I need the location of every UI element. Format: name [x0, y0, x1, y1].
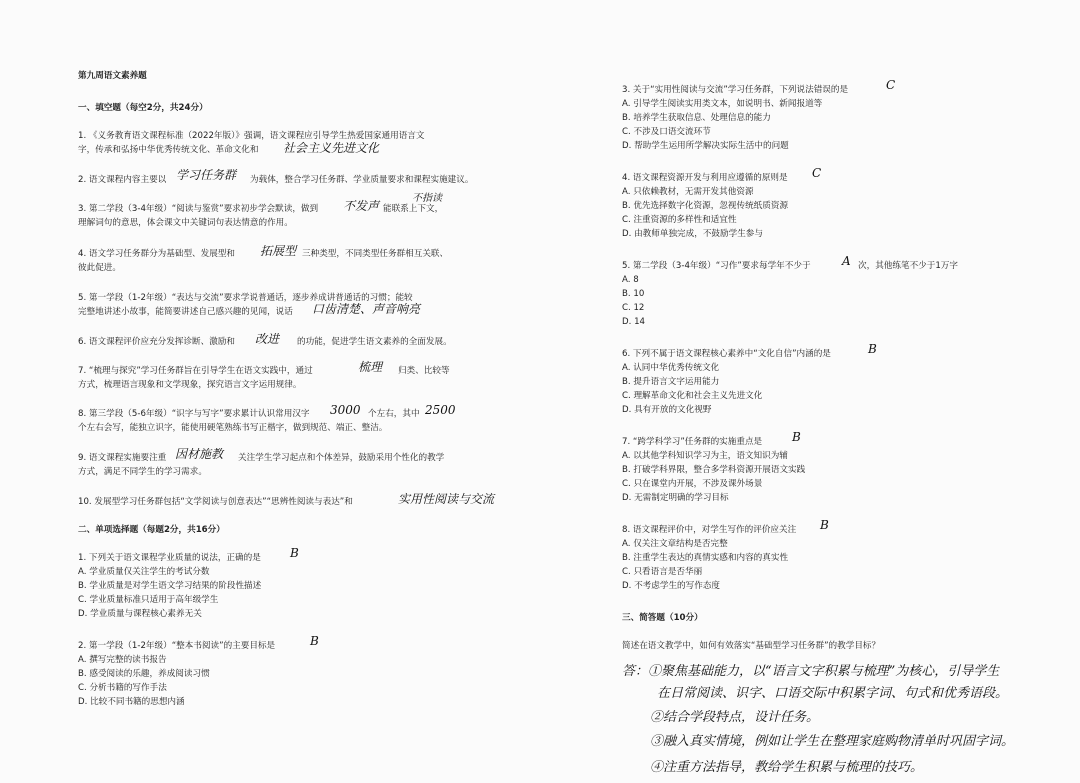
mc6-option-d: D. 具有开放的文化视野: [622, 405, 712, 415]
mc1-answer: B: [290, 546, 299, 560]
mc6-answer: B: [868, 342, 877, 356]
q4-answer: 拓展型: [260, 244, 297, 258]
q8-prefix: 8. 第三学段（5-6年级）“识字与写字”要求累计认识常用汉字: [78, 409, 310, 419]
q10-prefix: 10. 发展型学习任务群包括“文学阅读与创意表达”“思辨性阅读与表达”和: [78, 497, 353, 507]
q5-line1: 5. 第一学段（1-2年级）“表达与交流”要求学说普通话，逐步养成讲普通话的习惯；能较: [78, 293, 413, 303]
q3-answer-a: 不发声: [343, 199, 380, 213]
mc6-option-b: B. 提升语言文字运用能力: [622, 377, 720, 387]
essay-answer-line5: ④注重方法指导，教给学生积累与梳理的技巧。: [650, 760, 924, 775]
q1-line2: 字，传承和弘扬中华优秀传统文化、革命文化和: [78, 145, 259, 155]
q5-answer: 口齿清楚、声音响亮: [312, 302, 421, 316]
mc7-answer: B: [792, 430, 801, 444]
mc3-option-a: A. 引导学生阅读实用类文本，如说明书、新闻报道等: [622, 99, 823, 109]
mc4-question: 4. 语文课程资源开发与利用应遵循的原则是: [622, 173, 788, 183]
mc2-option-b: B. 感受阅读的乐趣，养成阅读习惯: [78, 669, 210, 679]
mc5-option-c: C. 12: [622, 303, 645, 313]
mc7-option-b: B. 打破学科界限，整合多学科资源开展语文实践: [622, 465, 806, 475]
q6-prefix: 6. 语文课程评价应充分发挥诊断、激励和: [78, 337, 236, 347]
mc5-option-a: A. 8: [622, 275, 639, 285]
mc3-option-b: B. 培养学生获取信息、处理信息的能力: [622, 113, 771, 123]
q4-suffix: 三种类型，不同类型任务群相互关联、: [302, 249, 449, 259]
q9-answer: 因材施教: [175, 447, 224, 461]
mc2-option-a: A. 撰写完整的读书报告: [78, 655, 167, 665]
q7-line2: 方式，梳理语言现象和文学现象，探究语言文字运用规律。: [78, 380, 302, 390]
mc1-option-a: A. 学业质量仅关注学生的考试分数: [78, 567, 210, 577]
q3-answer-b: 不指读: [412, 193, 442, 204]
mc2-option-d: D. 比较不同书籍的思想内涵: [78, 697, 185, 707]
q2-answer: 学习任务群: [176, 168, 237, 182]
section-fill: 一、填空题（每空2分，共24分）: [78, 103, 208, 113]
mc7-question: 7. “跨学科学习”任务群的实施重点是: [622, 437, 763, 447]
mc8-option-a: A. 仅关注文章结构是否完整: [622, 539, 728, 549]
q9-line2: 方式，满足不同学生的学习需求。: [78, 467, 207, 477]
mc1-option-d: D. 学业质量与课程核心素养无关: [78, 609, 202, 619]
q8-middle: 个左右，其中: [368, 409, 420, 419]
q9-prefix: 9. 语文课程实施要注重: [78, 453, 167, 463]
mc8-option-d: D. 不考虑学生的写作态度: [622, 581, 721, 591]
q10-answer: 实用性阅读与交流: [398, 492, 495, 506]
mc7-option-d: D. 无需制定明确的学习目标: [622, 493, 729, 503]
q3-prefix: 3. 第二学段（3-4年级）“阅读与鉴赏”要求初步学会默读，做到: [78, 204, 319, 214]
right-column: [540, 0, 1080, 783]
q8-answer-a: 3000: [330, 403, 361, 417]
q8-line2: 个左右会写，能独立识字，能使用硬笔熟练书写正楷字，做到规范、端正、整洁。: [78, 423, 388, 433]
mc5-suffix: 次，其他练笔不少于1万字: [858, 261, 958, 271]
mc7-option-a: A. 以其他学科知识学习为主，语文知识为辅: [622, 451, 788, 461]
q1-line1: 1. 《义务教育语文课程标准（2022年版）》强调，语文课程应引导学生热爱国家通用语言文: [78, 131, 425, 141]
q6-suffix: 的功能，促进学生语文素养的全面发展。: [297, 337, 452, 347]
mc1-option-b: B. 学业质量是对学生语文学习结果的阶段性描述: [78, 581, 262, 591]
mc2-answer: B: [310, 634, 319, 648]
mc1-option-c: C. 学业质量标准只适用于高年级学生: [78, 595, 219, 605]
mc4-option-d: D. 由教师单独完成，不鼓励学生参与: [622, 229, 763, 239]
essay-answer-line2: 在日常阅读、识字、口语交际中积累字词、句式和优秀语段。: [657, 686, 1009, 701]
q6-answer: 改进: [255, 332, 280, 346]
mc8-answer: B: [820, 518, 829, 532]
q8-answer-b: 2500: [425, 403, 456, 417]
mc5-option-d: D. 14: [622, 317, 646, 327]
mc5-question: 5. 第二学段（3-4年级）“习作”要求每学年不少于: [622, 261, 811, 271]
essay-question: 简述在语文教学中，如何有效落实“基础型学习任务群”的教学目标？: [622, 641, 881, 651]
q4-line2: 彼此促进。: [78, 263, 121, 273]
mc3-option-d: D. 帮助学生运用所学解决实际生活中的问题: [622, 141, 789, 151]
q5-line2: 完整地讲述小故事，能简要讲述自己感兴趣的见闻，说话: [78, 307, 293, 317]
mc4-option-c: C. 注重资源的多样性和适宜性: [622, 215, 737, 225]
section-essay: 三、简答题（10分）: [622, 613, 703, 623]
mc8-question: 8. 语文课程评价中，对学生写作的评价应关注: [622, 525, 797, 535]
mc4-answer: C: [812, 166, 822, 180]
mc1-question: 1. 下列关于语文课程学业质量的说法，正确的是: [78, 553, 261, 563]
mc7-option-c: C. 只在课堂内开展，不涉及课外场景: [622, 479, 763, 489]
q2-prefix: 2. 语文课程内容主要以: [78, 175, 167, 185]
q7-prefix: 7. “梳理与探究”学习任务群旨在引导学生在语文实践中，通过: [78, 366, 313, 376]
essay-answer-line3: ②结合学段特点，设计任务。: [650, 710, 820, 725]
mc2-option-c: C. 分析书籍的写作手法: [78, 683, 167, 693]
q4-prefix: 4. 语文学习任务群分为基础型、发展型和: [78, 249, 236, 259]
mc8-option-b: B. 注重学生表达的真情实感和内容的真实性: [622, 553, 789, 563]
q2-suffix: 为载体，整合学习任务群、学业质量要求和课程实施建议。: [250, 175, 474, 185]
q9-suffix: 关注学生学习起点和个体差异，鼓励采用个性化的教学: [238, 453, 445, 463]
mc4-option-b: B. 优先选择数字化资源，忽视传统纸质资源: [622, 201, 789, 211]
q7-answer: 梳理: [358, 360, 383, 374]
mc4-option-a: A. 只依赖教材，无需开发其他资源: [622, 187, 754, 197]
mc3-answer: C: [886, 78, 896, 92]
q3-suffix: 能联系上下文，: [383, 204, 444, 214]
essay-answer-line4: ③融入真实情境，例如让学生在整理家庭购物清单时巩固字词。: [650, 734, 1015, 749]
mc6-option-a: A. 认同中华优秀传统文化: [622, 363, 720, 373]
mc8-option-c: C. 只看语言是否华丽: [622, 567, 703, 577]
section-choice: 二、单项选择题（每题2分，共16分）: [78, 525, 225, 535]
mc2-question: 2. 第一学段（1-2年级）“整本书阅读”的主要目标是: [78, 641, 276, 651]
q1-answer: 社会主义先进文化: [283, 141, 380, 155]
mc3-question: 3. 关于“实用性阅读与交流”学习任务群，下列说法错误的是: [622, 85, 849, 95]
mc5-answer: A: [842, 254, 851, 268]
mc6-option-c: C. 理解革命文化和社会主义先进文化: [622, 391, 763, 401]
mc5-option-b: B. 10: [622, 289, 645, 299]
page-title: 第九周语文素养题: [78, 71, 147, 81]
essay-answer-line1: 答：①聚焦基础能力，以“语言文字积累与梳理”为核心，引导学生: [622, 664, 1000, 679]
mc3-option-c: C. 不涉及口语交流环节: [622, 127, 711, 137]
q7-suffix: 归类、比较等: [398, 366, 450, 376]
q3-line2: 理解词句的意思，体会课文中关键词句表达情意的作用。: [78, 218, 293, 228]
mc6-question: 6. 下列不属于语文课程核心素养中“文化自信”内涵的是: [622, 349, 831, 359]
